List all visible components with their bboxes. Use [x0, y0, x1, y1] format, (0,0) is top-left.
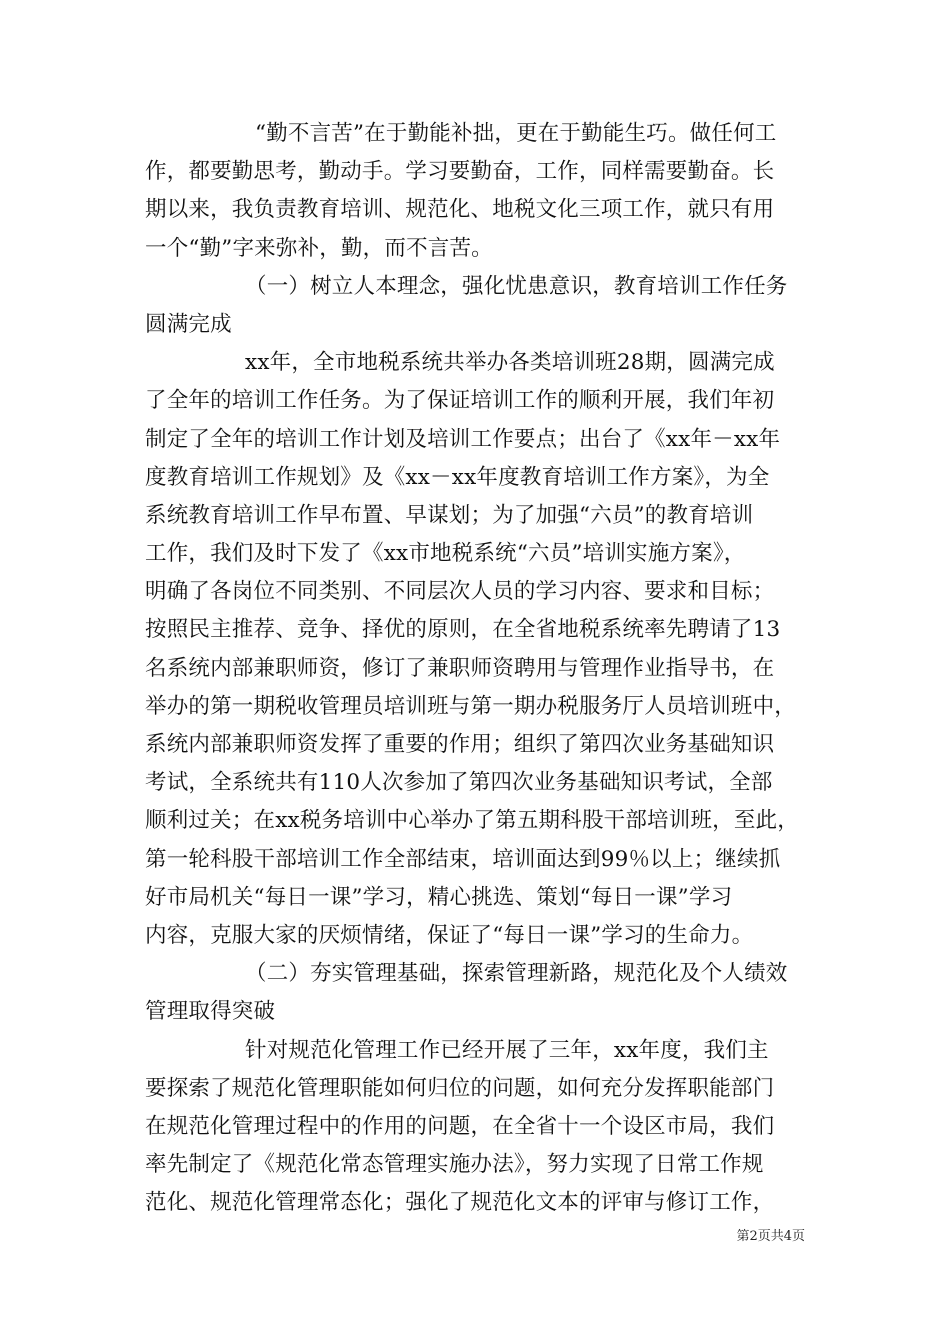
- text-line: 制定了全年的培训工作计划及培训工作要点；出台了《xx年－xx年: [145, 426, 781, 452]
- text-line: 了全年的培训工作任务。为了保证培训工作的顺利开展，我们年初: [145, 388, 775, 414]
- text-line: 针对规范化管理工作已经开展了三年，xx年度，我们主: [245, 1037, 769, 1063]
- text-line: 系统教育培训工作早布置、早谋划；为了加强“六员”的教育培训: [145, 502, 754, 528]
- text-line: 明确了各岗位不同类别、不同层次人员的学习内容、要求和目标；: [145, 579, 775, 605]
- text-line: “勤不言苦”在于勤能补拙，更在于勤能生巧。做任何工: [255, 121, 777, 146]
- heading-line: （二）夯实管理基础，探索管理新路，规范化及个人绩效: [245, 961, 788, 987]
- section-heading-1: [145, 268, 815, 344]
- text-line: 考试，全系统共有110人次参加了第四次业务基础知识考试，全部: [145, 770, 773, 796]
- text-line: 作，都要勤思考，勤动手。学习要勤奋，工作，同样需要勤奋。长: [145, 159, 775, 185]
- document-body: [145, 115, 815, 1222]
- text-line: 率先制定了《规范化常态管理实施办法》，努力实现了日常工作规: [145, 1152, 764, 1178]
- paragraph-intro: [145, 115, 815, 268]
- heading-line: （一）树立人本理念，强化忧患意识，教育培训工作任务: [245, 273, 788, 299]
- text-line: 要探索了规范化管理职能如何归位的问题，如何充分发挥职能部门: [145, 1075, 775, 1101]
- text-line: 工作，我们及时下发了《xx市地税系统“六员”培训实施方案》，: [145, 541, 746, 567]
- text-line: 好市局机关“每日一课”学习，精心挑选、策划“每日一课”学习: [145, 884, 733, 910]
- text-line: 一个“勤”字来弥补，勤，而不言苦。: [145, 235, 493, 261]
- heading-line: 管理取得突破: [145, 999, 276, 1025]
- heading-line: 圆满完成: [145, 311, 232, 337]
- paragraph-training: [145, 344, 815, 955]
- section-heading-2: [145, 955, 815, 1031]
- text-line: 顺利过关；在xx税务培训中心举办了第五期科股干部培训班，至此，: [145, 808, 799, 834]
- text-line: 在规范化管理过程中的作用的问题，在全省十一个设区市局，我们: [145, 1113, 775, 1139]
- text-line: 内容，克服大家的厌烦情绪，保证了“每日一课”学习的生命力。: [145, 922, 754, 948]
- text-line: xx年，全市地税系统共举办各类培训班28期，圆满完成: [245, 350, 775, 376]
- text-line: 期以来，我负责教育培训、规范化、地税文化三项工作，就只有用: [145, 197, 775, 223]
- text-line: 范化、规范化管理常态化；强化了规范化文本的评审与修订工作，: [145, 1190, 775, 1216]
- text-line: 按照民主推荐、竞争、择优的原则，在全省地税系统率先聘请了13: [145, 617, 781, 643]
- page-number-footer: 第2页共4页: [736, 1229, 805, 1244]
- text-line: 举办的第一期税收管理员培训班与第一期办税服务厅人员培训班中，: [145, 693, 797, 719]
- paragraph-standardization: [145, 1032, 815, 1223]
- text-line: 度教育培训工作规划》及《xx－xx年度教育培训工作方案》，为全: [145, 464, 770, 490]
- text-line: 第一轮科股干部培训工作全部结束，培训面达到99％以上；继续抓: [145, 846, 781, 872]
- text-line: 系统内部兼职师资发挥了重要的作用；组织了第四次业务基础知识: [145, 732, 775, 757]
- text-line: 名系统内部兼职师资，修订了兼职师资聘用与管理作业指导书，在: [145, 655, 775, 681]
